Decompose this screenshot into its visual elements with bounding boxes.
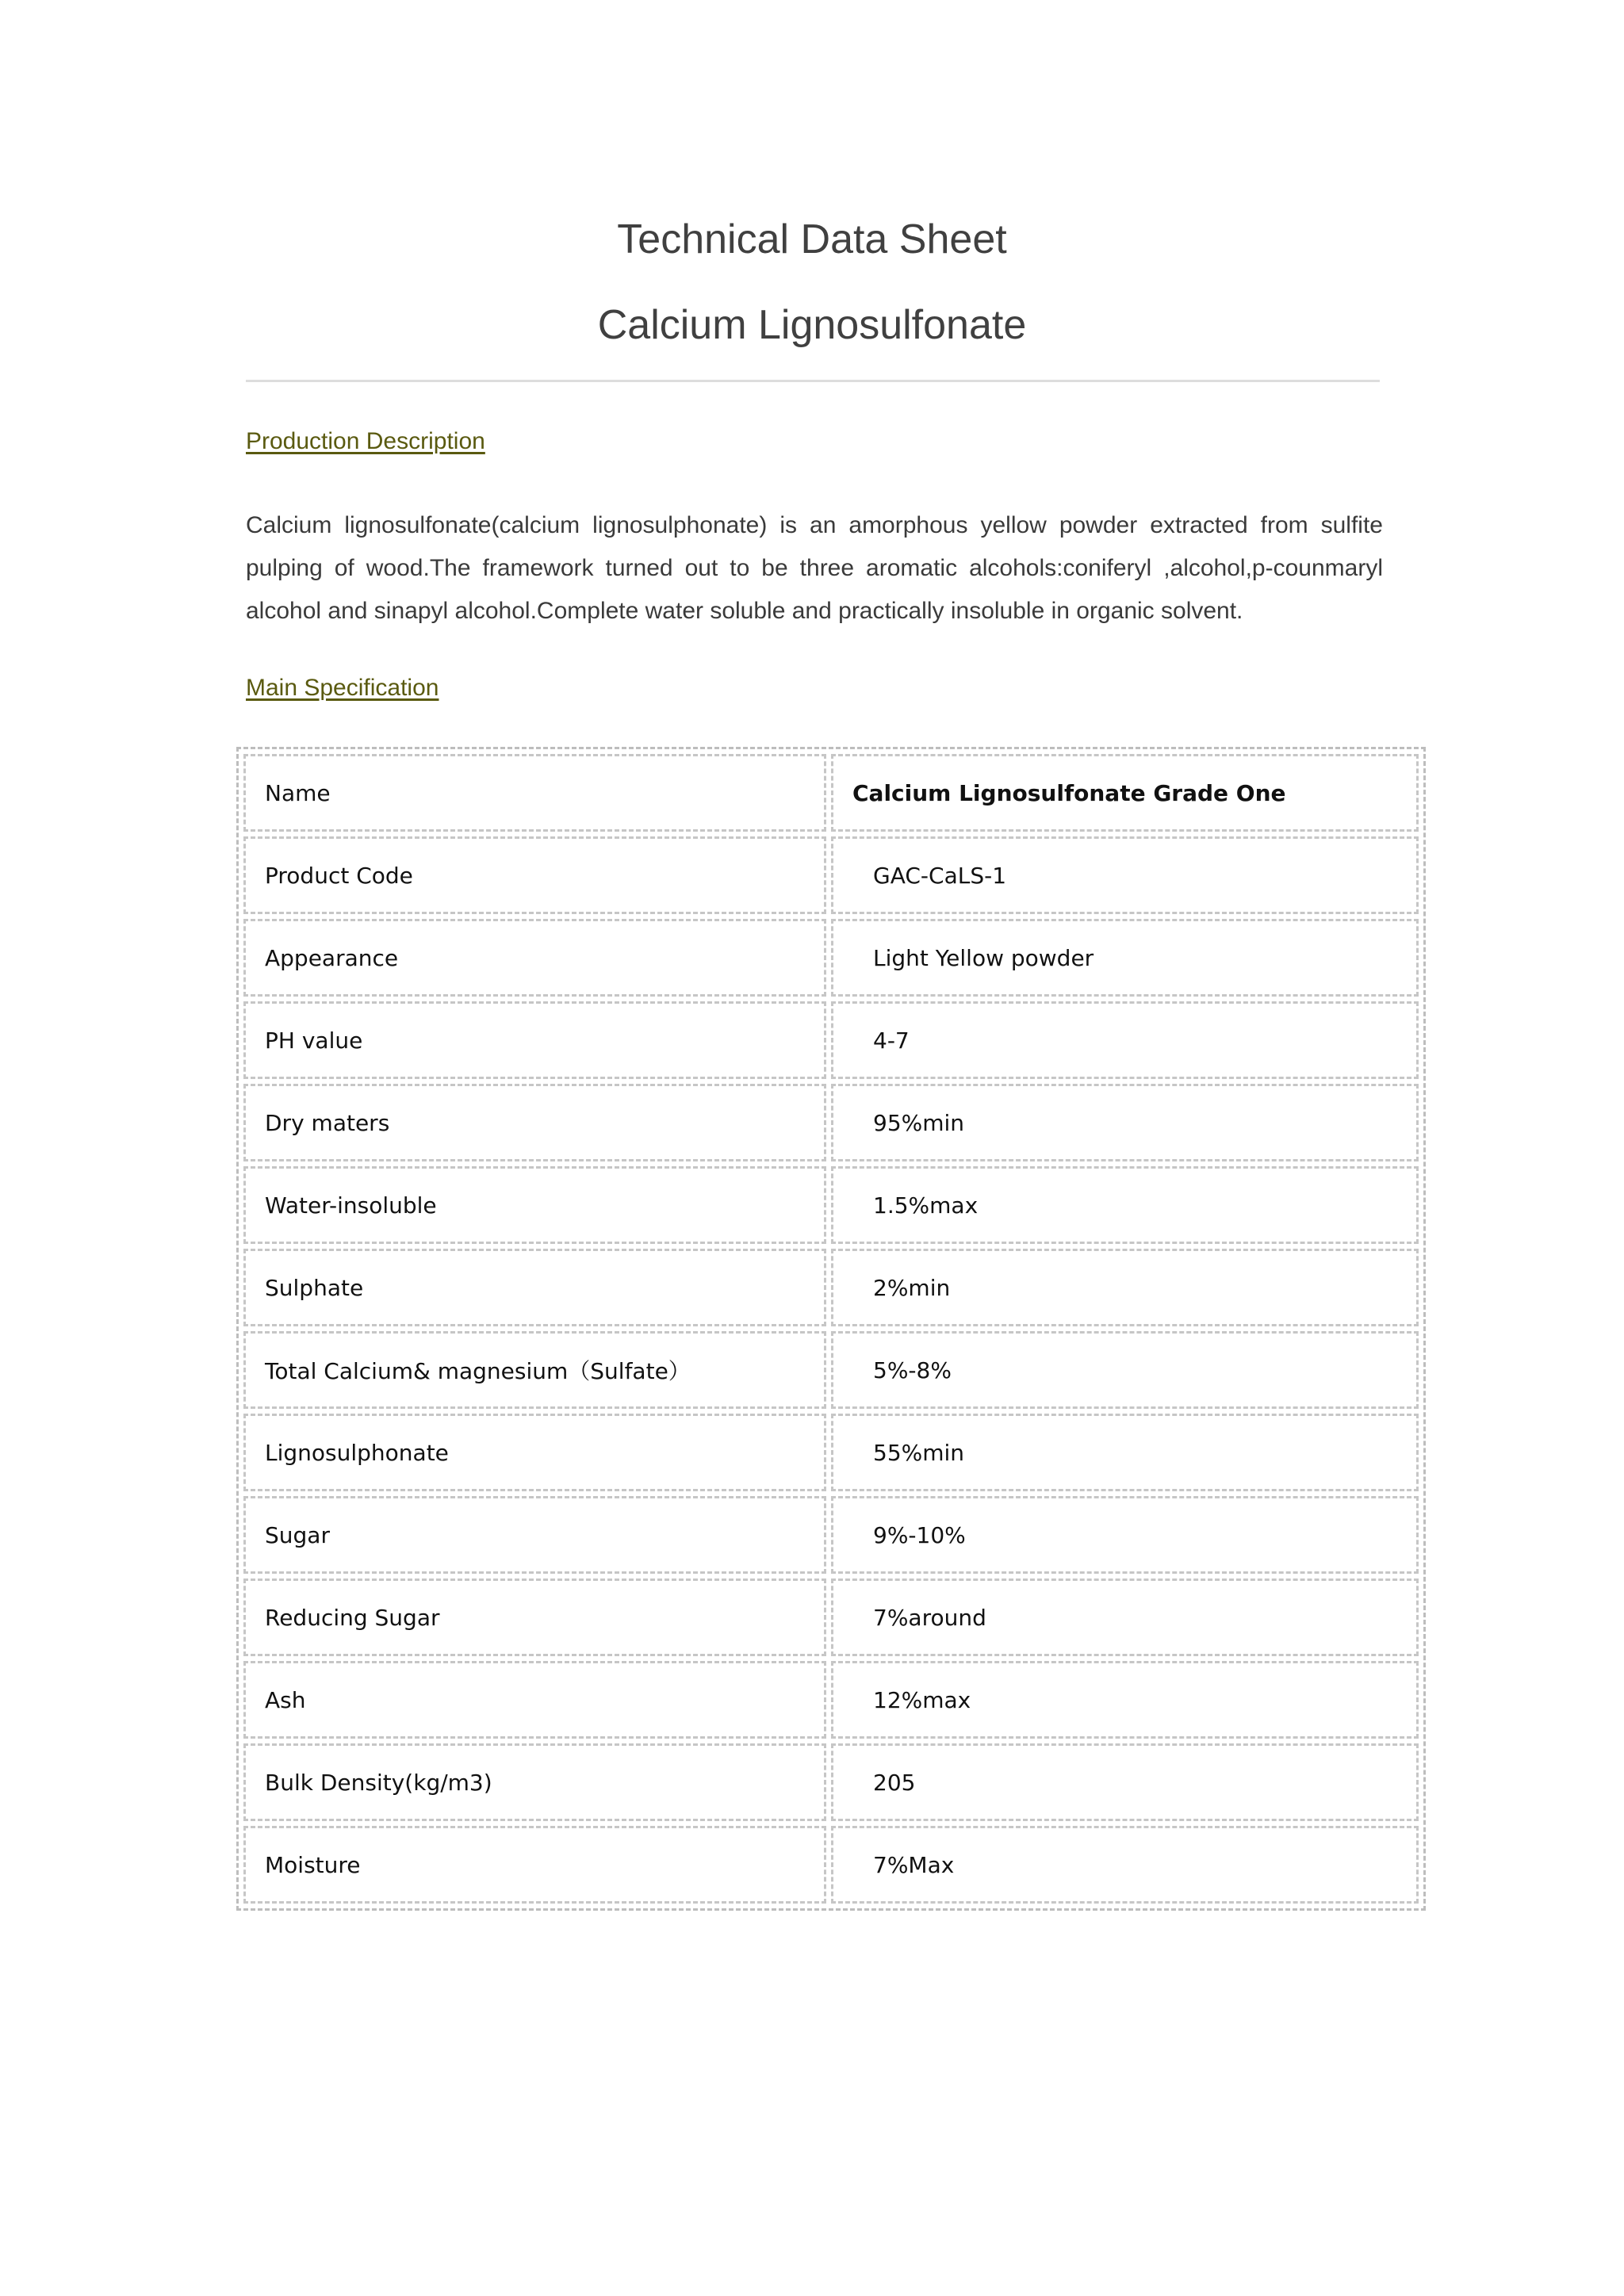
table-row (243, 1331, 1419, 1409)
spec-label: Ash (243, 1661, 826, 1739)
spec-label: Dry maters (243, 1084, 826, 1161)
table-row (243, 1084, 1419, 1161)
specification-table (236, 747, 1426, 1911)
spec-value: 9%-10% (831, 1496, 1419, 1574)
title-divider (246, 380, 1380, 382)
spec-value: 1.5%max (831, 1166, 1419, 1244)
spec-label: Bulk Density(kg/m3) (243, 1743, 826, 1821)
section-heading-main-specification: Main Specification (246, 675, 439, 701)
table-row (243, 919, 1419, 997)
spec-value: 7%around (831, 1578, 1419, 1656)
spec-value: GAC-CaLS-1 (831, 836, 1419, 914)
spec-value: 4-7 (831, 1001, 1419, 1079)
table-row (243, 1578, 1419, 1656)
table-row (243, 1166, 1419, 1244)
table-row (243, 1743, 1419, 1821)
spec-label: PH value (243, 1001, 826, 1079)
table-row (243, 1001, 1419, 1079)
spec-label: Moisture (243, 1826, 826, 1904)
spec-label: Appearance (243, 919, 826, 997)
table-row (243, 1414, 1419, 1491)
table-row (243, 754, 1419, 832)
spec-label: Product Code (243, 836, 826, 914)
spec-value: Light Yellow powder (831, 919, 1419, 997)
spec-value: 5%-8% (831, 1331, 1419, 1409)
spec-label: Sugar (243, 1496, 826, 1574)
spec-value: 205 (831, 1743, 1419, 1821)
spec-value: 12%max (831, 1661, 1419, 1739)
production-description-text: Calcium lignosulfonate(calcium lignosulphonate) is an amorphous yellow powder extracted from sulfite pulping of wood.The framework turned out to be three aromatic alcohols:coniferyl ,alcohol,p-counmaryl alcohol and sinapyl alcohol.Complete water soluble and practically insoluble in organic solvent. (246, 512, 1383, 624)
spec-label: Total Calcium& magnesium（Sulfate） (243, 1331, 826, 1409)
table-row (243, 836, 1419, 914)
spec-label: Sulphate (243, 1249, 826, 1326)
spec-value: 55%min (831, 1414, 1419, 1491)
spec-value: 7%Max (831, 1826, 1419, 1904)
document-title: Technical Data Sheet (617, 216, 1007, 262)
spec-value: 95%min (831, 1084, 1419, 1161)
table-row (243, 1249, 1419, 1326)
table-row (243, 1826, 1419, 1904)
spec-label: Lignosulphonate (243, 1414, 826, 1491)
table-row (243, 1661, 1419, 1739)
spec-label: Water-insoluble (243, 1166, 826, 1244)
spec-value: Calcium Lignosulfonate Grade One (831, 754, 1419, 832)
document-subtitle: Calcium Lignosulfonate (597, 302, 1027, 348)
spec-value: 2%min (831, 1249, 1419, 1326)
spec-label: Name (243, 754, 826, 832)
spec-label: Reducing Sugar (243, 1578, 826, 1656)
section-heading-production-description: Production Description (246, 428, 485, 454)
table-row (243, 1496, 1419, 1574)
